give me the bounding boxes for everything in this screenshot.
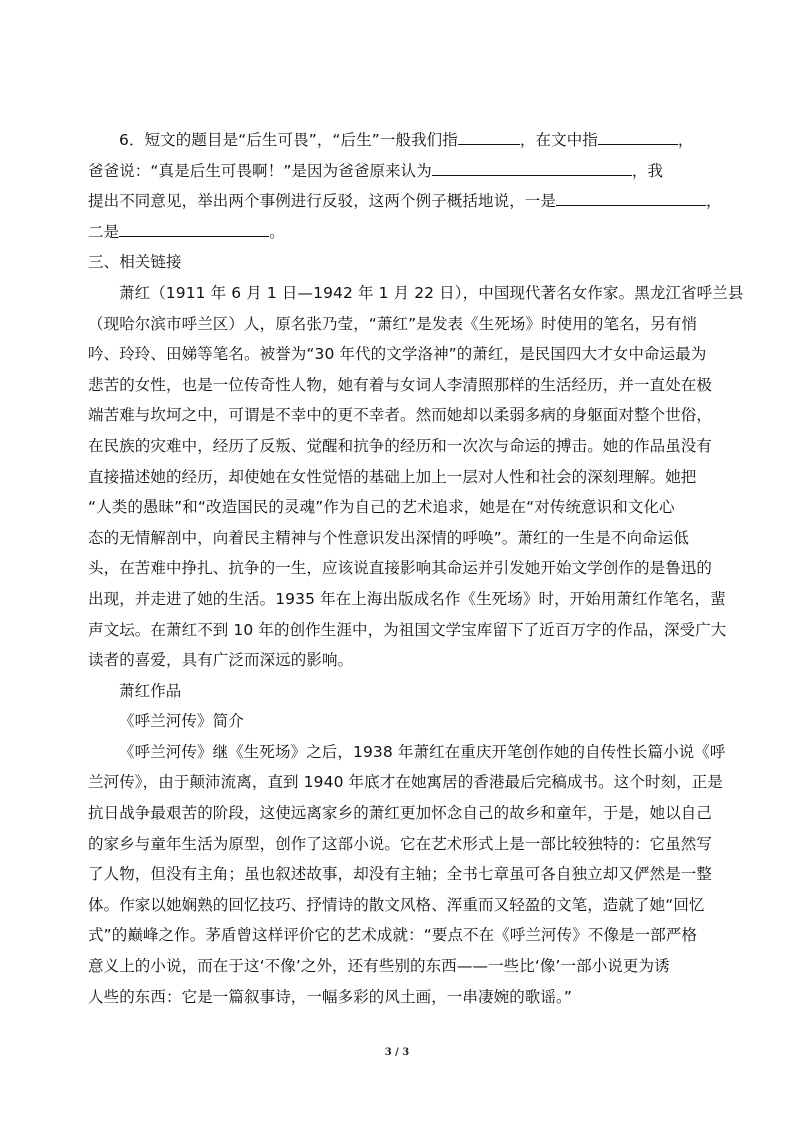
question-line-3 bbox=[88, 186, 722, 217]
paragraph-line: 了人物，但没有主角；虽也叙述故事，却没有主轴；全书七章虽可各自独立却又俨然是一整 bbox=[88, 865, 713, 884]
paragraph-line: 声文坛。在萧红不到 10 年的创作生涯中，为祖国文学宝库留下了近百万字的作品，深受广大 bbox=[88, 620, 727, 639]
answer-blank[interactable] bbox=[119, 220, 269, 237]
paragraph-line: 在民族的灾难中，经历了反叛、觉醒和抗争的经历和一次次与命运的搏击。她的作品虽没有 bbox=[88, 436, 713, 455]
paragraph-line: 式”的巅峰之作。茅盾曾这样评价它的艺术成就：“要点不在《呼兰河传》不像是一部严格 bbox=[88, 926, 698, 945]
paragraph-line: 悲苦的女性，也是一位传奇性人物，她有着与女词人李清照那样的生活经历，并一直处在极 bbox=[88, 375, 713, 394]
paragraph-line: 意义上的小说，而在于这‘不像’之外，还有些别的东西——一些比‘像’一部小说更为诱 bbox=[88, 957, 670, 976]
paragraph-line: 读者的喜爱，具有广泛而深远的影响。 bbox=[88, 651, 354, 670]
paragraph-line: 头，在苦难中挣扎、抗争的一生，应该说直接影响其命运并引发她开始文学创作的是鲁迅的 bbox=[88, 559, 713, 578]
question-text: ，我 bbox=[631, 161, 664, 180]
paragraph-line: 端苦难与坎坷之中，可谓是不幸中的更不幸者。然而她却以柔弱多病的身躯面对整个世俗， bbox=[88, 406, 713, 425]
paragraph-line: 抗日战争最艰苦的阶段，这使远离家乡的萧红更加怀念自己的故乡和童年，于是，她以自己 bbox=[88, 804, 713, 823]
question-line-2 bbox=[88, 156, 722, 187]
answer-blank[interactable] bbox=[598, 128, 678, 145]
paragraph-line: 人些的东西：它是一篇叙事诗，一幅多彩的风土画，一串凄婉的歌谣。” bbox=[88, 987, 572, 1006]
paragraph-line: 吟、玲玲、田娣等笔名。被誉为“30 年代的文学洛神”的萧红，是民国四大才女中命运最为 bbox=[88, 345, 707, 364]
book-intro-paragraph bbox=[88, 737, 726, 1012]
question-text: 提出不同意见，举出两个事例进行反驳，这两个例子概括地说，一是 bbox=[88, 192, 557, 211]
paragraph-line: 直接描述她的经历，却使她在女性觉悟的基础上加上一层对人性和社会的深刻理解。她把 bbox=[88, 467, 697, 486]
paragraph-line: 体。作家以她娴熟的回忆技巧、抒情诗的散文风格、浑重而又轻盈的文笔，造就了她“回忆 bbox=[88, 895, 705, 914]
answer-blank[interactable] bbox=[458, 128, 520, 145]
answer-blank[interactable] bbox=[432, 159, 632, 176]
paragraph-line: 兰河传》，由于颠沛流离，直到 1940 年底才在她寓居的香港最后完稿成书。这个时刻，正是 bbox=[88, 773, 723, 792]
question-text: 。 bbox=[269, 222, 285, 241]
question-line-4 bbox=[88, 217, 722, 248]
paragraph-line: 出现，并走进了她的生活。1935 年在上海出版成名作《生死场》时，开始用萧红作笔名，蜚 bbox=[88, 589, 726, 608]
question-text: 6．短文的题目是“后生可畏”，“后生”一般我们指 bbox=[119, 131, 458, 149]
section-heading: 三、相关链接 bbox=[88, 253, 182, 272]
document-body bbox=[88, 125, 744, 1012]
question-text: 爸爸说：“真是后生可畏啊！”是因为爸爸原来认为 bbox=[88, 161, 432, 180]
answer-blank[interactable] bbox=[556, 189, 706, 206]
book-title: 《呼兰河传》简介 bbox=[119, 712, 244, 731]
question-text: 二是 bbox=[88, 222, 120, 241]
paragraph-line: 的家乡与童年生活为原型，创作了这部小说。它在艺术形式上是一部比较独特的：它虽然写 bbox=[88, 834, 713, 853]
biography-paragraph bbox=[88, 278, 744, 676]
works-title: 萧红作品 bbox=[119, 681, 182, 700]
paragraph-line: （现哈尔滨市呼兰区）人，原名张乃莹，“萧红”是发表《生死场》时使用的笔名，另有悄 bbox=[88, 314, 698, 333]
page-number: 3 / 3 bbox=[384, 1047, 410, 1058]
question-text: ， bbox=[677, 131, 694, 149]
paragraph-line: 态的无情解剖中，向着民主精神与个性意识发出深情的呼唤”。萧红的一生是不向命运低 bbox=[88, 528, 689, 547]
paragraph-line: “人类的愚昧”和“改造国民的灵魂”作为自己的艺术追求，她是在“对传统意识和文化心 bbox=[88, 498, 675, 517]
paragraph-line: 《呼兰河传》继《生死场》之后，1938 年萧红在重庆开笔创作她的自传性长篇小说《呼 bbox=[119, 742, 726, 761]
question-text: ，在文中指 bbox=[519, 131, 598, 149]
question-text: ， bbox=[706, 192, 722, 211]
paragraph-line: 萧红（1911 年 6 月 1 日—1942 年 1 月 22 日），中国现代著名女作家。黑龙江省呼兰县 bbox=[119, 283, 744, 302]
question-line-1 bbox=[88, 125, 722, 156]
